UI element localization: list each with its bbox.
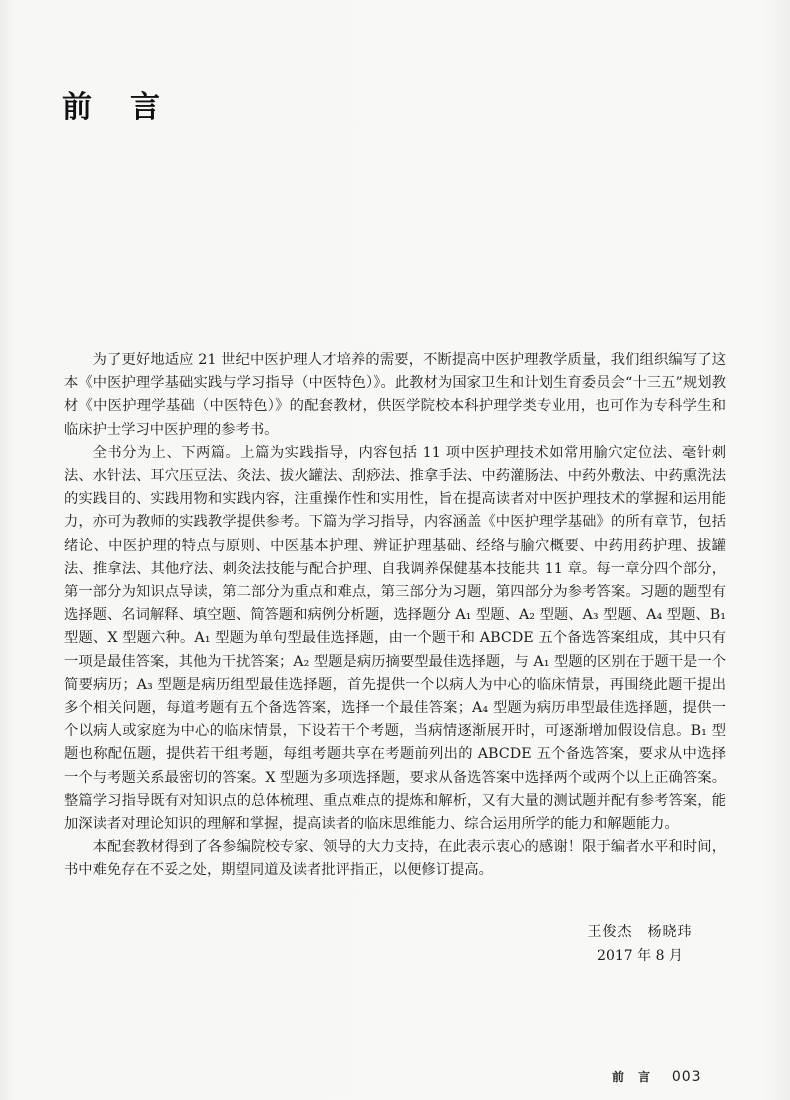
paragraph-1: 为了更好地适应 21 世纪中医护理人才培养的需要，不断提高中医护理教学质量，我们组织编写了这本《中医护理学基础实践与学习指导（中医特色）》。此教材为国家卫生和计划生育委员会“十三五”规划教材《中医护理学基础（中医特色）》的配套教材，供医学院校本科护理学类专业用，也可作为专科学生和临床护士学习中医护理的参考书。 [64, 352, 726, 438]
preface-body [64, 349, 726, 883]
author-names: 王俊杰 杨晓玮 [587, 924, 693, 940]
signature-block [560, 920, 720, 968]
paragraph-3: 本配套教材得到了各参编院校专家、领导的大力支持，在此表示衷心的感谢！限于编者水平和时间，书中难免存在不妥之处，期望同道及读者批评指正，以便修订提高。 [64, 839, 726, 879]
page-footer [612, 1068, 702, 1085]
page-title: 前言 [62, 90, 198, 125]
signature-date: 2017 年 8 月 [597, 948, 683, 964]
paragraph-2: 全书分为上、下两篇。上篇为实践指导，内容包括 11 项中医护理技术如常用腧穴定位法、毫针刺法、水针法、耳穴压豆法、灸法、拔火罐法、刮痧法、推拿手法、中药灌肠法、中药外敷法、中药熏洗法的实践目的、实践用物和实践内容，注重操作性和实用性，旨在提高读者对中医护理技术的掌握和运用能力，亦可为教师的实践教学提供参考。下篇为学习指导，内容涵盖《中医护理学基础》的所有章节，包括绪论、中医护理的特点与原则、中医基本护理、辨证护理基础、经络与腧穴概要、中药用药护理、拔罐法、推拿法、其他疗法、刺灸法技能与配合护理、自我调养保健基本技能共 11 章。每一章分四个部分，第一部分为知识点导读，第二部分为重点和难点，第三部分为习题，第四部分为参考答案。习题的题型有选择题、名词解释、填空题、简答题和病例分析题，选择题分 A₁ 型题、A₂ 型题、A₃ 型题、A₄ 型题、B₁ 型题、X 型题六种。A₁ 型题为单句型最佳选择题，由一个题干和 ABCDE 五个备选答案组成，其中只有一项是最佳答案，其他为干扰答案；A₂ 型题是病历摘要型最佳选择题，与 A₁ 型题的区别在于题干是一个简要病历；A₃ 型题是病历组型最佳选择题，首先提供一个以病人为中心的临床情景，再围绕此题干提出多个相关问题，每道考题有五个备选答案，选择一个最佳答案；A₄ 型题为病历串型最佳选择题，提供一个以病人或家庭为中心的临床情景，下设若干个考题，当病情逐渐展开时，可逐渐增加假设信息。B₁ 型题也称配伍题，提供若干组考题，每组考题共享在考题前列出的 ABCDE 五个备选答案，要求从中选择一个与考题关系最密切的答案。X 型题为多项选择题，要求从备选答案中选择两个或两个以上正确答案。整篇学习指导既有对知识点的总体梳理、重点难点的提炼和解析，又有大量的测试题并配有参考答案，能加深读者对理论知识的理解和掌握，提高读者的临床思维能力、综合运用所学的能力和解题能力。 [64, 444, 726, 833]
page-number: 003 [671, 1069, 702, 1085]
footer-label: 前言 [612, 1070, 665, 1084]
